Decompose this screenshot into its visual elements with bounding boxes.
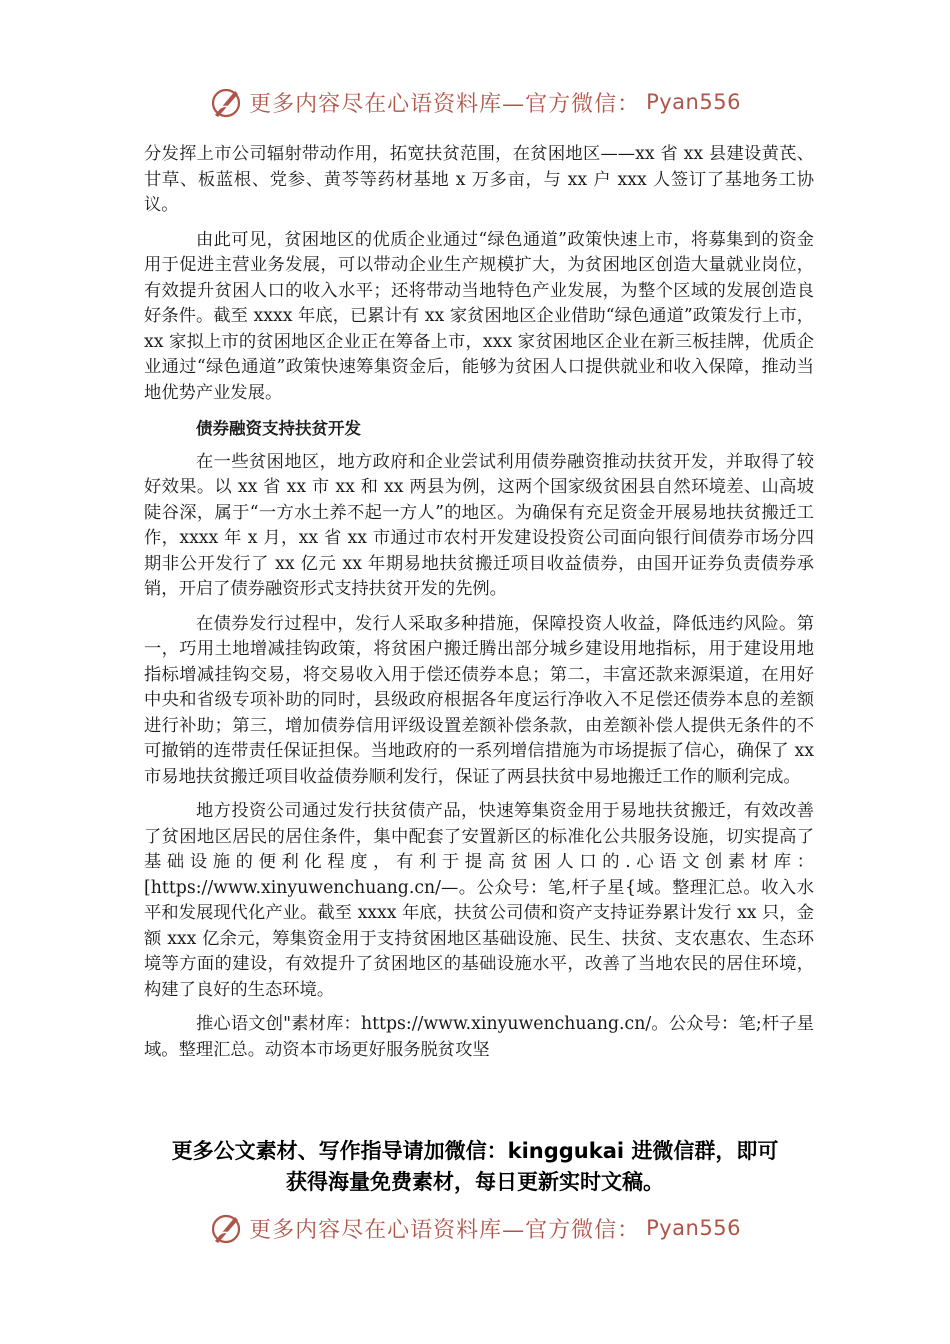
paragraph-2: 由此可见，贫困地区的优质企业通过“绿色通道”政策快速上市，将募集到的资金用于促进主营业务发展，可以带动企业生产规模扩大，为贫困地区创造大量就业岗位，有效提升贫困人口的收入水平；还将带动当地特色产业发展，为整个区域的发展创造良好条件。截至 xxxx 年底，已累计有 xx 家贫困地区企业借助“绿色通道”政策发行上市，xx 家拟上市的贫困地区企业正在筹备上市，xxx 家贫困地区企业在新三板挂牌，优质企业通过“绿色通道”政策快速筹集资金后，能够为贫困人口提供就业和收入保障，推动当地优势产业发展。 [144,229,814,403]
promo-line-2: 获得海量免费素材，每日更新实时文稿。 [286,1170,664,1194]
paragraph-5: 地方投资公司通过发行扶贫债产品，快速筹集资金用于易地扶贫搬迁，有效改善了贫困地区居民的居住条件，集中配套了安置新区的标准化公共服务设施，切实提高了基础设施的便利化程度，有利于提高贫困人口的.心语文创素材库：[https://www.xinyuwenchuang.cn/—。公众号：笔,杆子星{域。整理汇总。收入水平和发展现代化产业。截至 xxxx 年底，扶贫公司债和资产支持证券累计发行 xx 只，金额 xxx 亿余元，筹集资金用于支持贫困地区基础设施、民生、扶贫、支农惠农、生态环境等方面的建设，有效提升了贫困地区的基础设施水平，改善了当地农民的居住环境，构建了良好的生态环境。 [144,801,814,1000]
document-body [144,142,814,1063]
paragraph-6: 推心语文创"素材库：https://www.xinyuwenchuang.cn/。公众号：笔;杆子星域。整理汇总。动资本市场更好服务脱贫攻坚 [144,1014,814,1060]
footer-wechat-id: Pyan556 [646,1216,741,1240]
banner-wechat-id: Pyan556 [646,90,741,114]
paragraph-3: 在一些贫困地区，地方政府和企业尝试利用债券融资推动扶贫开发，并取得了较好效果。以 xx 省 xx 市 xx 和 xx 两县为例，这两个国家级贫困县自然环境差、山高坡陡谷深，属于“一方水土养不起一方人”的地区。为确保有充足资金开展易地扶贫搬迁工作，xxxx 年 x 月，xx 省 xx 市通过市农村开发建设投资公司面向银行间债券市场分四期非公开发行了 xx 亿元 xx 年期易地扶贫搬迁项目收益债券，由国开证券负责债券承销，开启了债券融资形式支持扶贫开发的先例。 [144,451,814,599]
header-banner [0,80,950,124]
promo-notice [110,1136,840,1198]
promo-line-1: 更多公文素材、写作指导请加微信：kinggukai 进微信群，即可 [171,1139,779,1163]
paragraph-1: 分发挥上市公司辐射带动作用，拓宽扶贫范围，在贫困地区——xx 省 xx 县建设黄芪、甘草、板蓝根、党参、黄芩等药材基地 x 万多亩，与 xx 户 xxx 人签订了基地务工协议。 [144,144,814,215]
footer-site-text: 更多内容尽在心语资料库—官方微信： [249,1217,641,1243]
pen-logo-icon [209,85,243,119]
footer-banner [0,1206,950,1250]
paragraph-4: 在债券发行过程中，发行人采取多种措施，保障投资人收益，降低违约风险。第一，巧用土地增减挂钩政策，将贫困户搬迁腾出部分城乡建设用地指标，用于建设用地指标增减挂钩交易，将交易收入用于偿还债券本息；第二，丰富还款来源渠道，在用好中央和省级专项补助的同时，县级政府根据各年度运行净收入不足偿还债券本息的差额进行补助；第三，增加债券信用评级设置差额补偿条款，由差额补偿人提供无条件的不可撤销的连带责任保证担保。当地政府的一系列增信措施为市场提振了信心，确保了 xx 市易地扶贫搬迁项目收益债券顺利发行，保证了两县扶贫中易地搬迁工作的顺利完成。 [144,613,814,787]
pen-logo-icon [209,1211,243,1245]
section-heading: 债券融资支持扶贫开发 [196,419,361,438]
banner-site-text: 更多内容尽在心语资料库—官方微信： [249,91,641,117]
